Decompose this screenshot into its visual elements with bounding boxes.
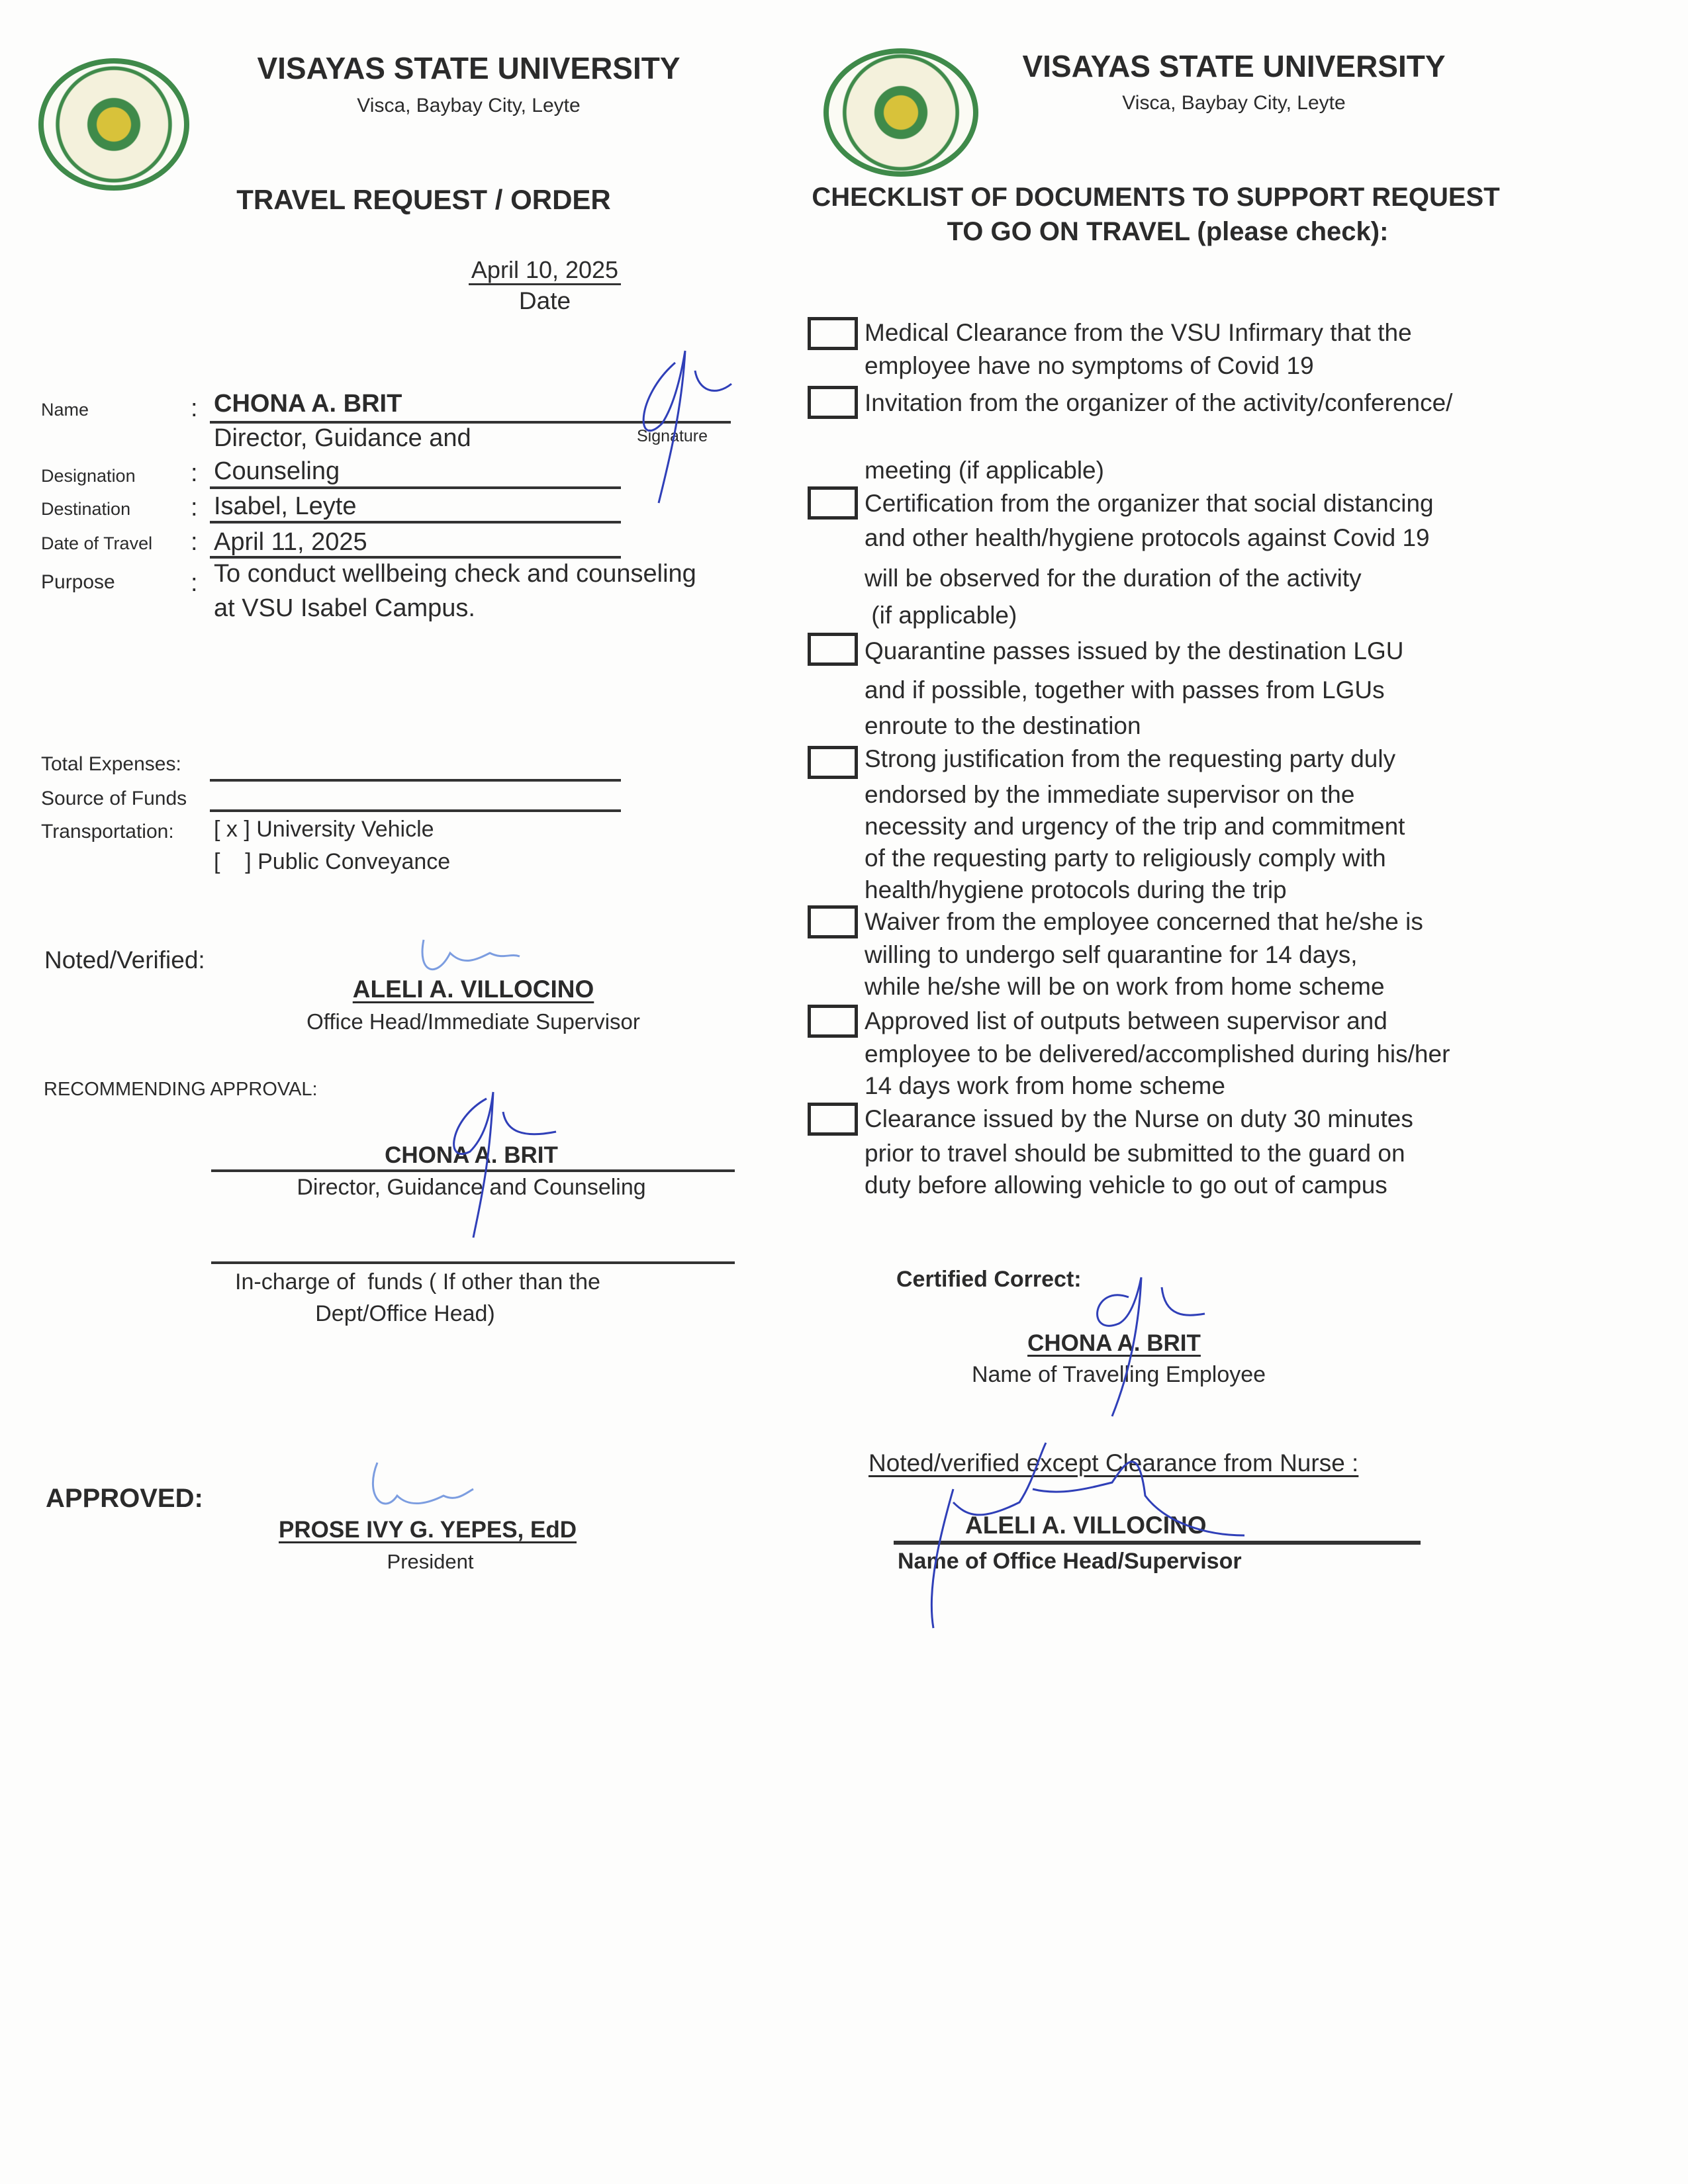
checklist-item-text: and other health/hygiene protocols against Covid 19 (865, 524, 1430, 551)
checklist-item-text: endorsed by the immediate supervisor on the (865, 781, 1355, 808)
designation-value-line2: Counseling (214, 457, 340, 485)
designation-label: Designation (41, 466, 136, 486)
date-of-travel-value: April 11, 2025 (214, 528, 367, 556)
checklist-checkbox[interactable] (808, 1103, 858, 1136)
name-value: CHONA A. BRIT (214, 390, 402, 418)
certified-correct-label: Certified Correct: (896, 1267, 1082, 1292)
noted-except-label: Noted/verified except Clearance from Nurse : (868, 1449, 1359, 1477)
name-line (210, 421, 731, 424)
date-label: Date (518, 287, 571, 314)
checklist-item-text: of the requesting party to religiously comply with (865, 844, 1386, 872)
checklist-item-text: Quarantine passes issued by the destination LGU (865, 637, 1404, 664)
checklist-title-line1: CHECKLIST OF DOCUMENTS TO SUPPORT REQUEST (812, 183, 1500, 212)
checklist-item-text: employee have no symptoms of Covid 19 (865, 352, 1314, 379)
certified-title: Name of Travelling Employee (971, 1362, 1266, 1387)
designation-value-line1: Director, Guidance and (214, 424, 471, 452)
checklist-item-text: while he/she will be on work from home scheme (865, 973, 1385, 1000)
checklist-item-text: employee to be delivered/accomplished during his/her (865, 1040, 1450, 1068)
certified-name: CHONA A. BRIT (1027, 1330, 1201, 1356)
university-name: VISAYAS STATE UNIVERSITY (257, 51, 680, 85)
destination-value: Isabel, Leyte (214, 492, 357, 520)
total-expenses-line (210, 779, 621, 782)
checklist-checkbox[interactable] (808, 746, 858, 779)
checklist-checkbox[interactable] (808, 386, 858, 419)
recommending-title: Director, Guidance and Counseling (297, 1175, 646, 1200)
purpose-value-line2: at VSU Isabel Campus. (214, 594, 475, 622)
colon: : (191, 528, 198, 556)
checklist-item-text: meeting (if applicable) (865, 457, 1104, 484)
checklist-item-text: enroute to the destination (865, 712, 1141, 739)
purpose-label: Purpose (41, 571, 115, 593)
source-of-funds-label: Source of Funds (41, 788, 187, 809)
supervisor-line (894, 1541, 1421, 1545)
name-label: Name (41, 400, 89, 420)
approved-name: PROSE IVY G. YEPES, EdD (279, 1517, 577, 1543)
colon: : (191, 569, 198, 597)
checklist-item-text: willing to undergo self quarantine for 14 days, (865, 941, 1358, 968)
checklist-item-text: health/hygiene protocols during the trip (865, 876, 1287, 903)
approved-label: APPROVED: (46, 1484, 203, 1513)
signature-yepes (373, 1463, 473, 1504)
noted-supervisor-title: Name of Office Head/Supervisor (898, 1549, 1242, 1574)
university-name: VISAYAS STATE UNIVERSITY (1022, 49, 1446, 83)
signature-villocino-noted (422, 940, 520, 970)
colon: : (191, 494, 198, 522)
signature-label: Signature (637, 427, 708, 445)
transport-option-public-conveyance[interactable]: [ ] Public Conveyance (214, 849, 451, 874)
checklist-item-text: (if applicable) (865, 602, 1017, 629)
colon: : (191, 394, 198, 422)
designation-line (210, 486, 621, 489)
purpose-value-line1: To conduct wellbeing check and counseling (214, 560, 696, 588)
incharge-label-line2: Dept/Office Head) (315, 1301, 495, 1326)
university-address: Visca, Baybay City, Leyte (357, 95, 581, 116)
checklist-checkbox[interactable] (808, 486, 858, 520)
approved-title: President (387, 1550, 474, 1573)
checklist-item-text: duty before allowing vehicle to go out of campus (865, 1171, 1387, 1199)
colon: : (191, 459, 198, 487)
transportation-label: Transportation: (41, 821, 174, 842)
noted-title: Office Head/Immediate Supervisor (306, 1009, 640, 1034)
noted-supervisor-name: ALELI A. VILLOCINO (965, 1512, 1207, 1539)
checklist-item-text: and if possible, together with passes from LGUs (865, 676, 1385, 704)
date-underline (469, 283, 621, 285)
recommending-approval-label: RECOMMENDING APPROVAL: (44, 1079, 318, 1100)
checklist-checkbox[interactable] (808, 317, 858, 350)
checklist-item-text: Clearance issued by the Nurse on duty 30 minutes (865, 1105, 1413, 1132)
checklist-checkbox[interactable] (808, 1005, 858, 1038)
checklist-item-text: Certification from the organizer that social distancing (865, 490, 1434, 517)
checklist-item-text: Strong justification from the requesting party duly (865, 745, 1396, 772)
date-of-travel-label: Date of Travel (41, 533, 153, 553)
request-date: April 10, 2025 (471, 256, 619, 283)
transport-option-university-vehicle[interactable]: [ x ] University Vehicle (214, 817, 434, 842)
checklist-item-text: Waiver from the employee concerned that he/she is (865, 908, 1423, 935)
vsu-seal-logo-left (38, 58, 189, 191)
university-address: Visca, Baybay City, Leyte (1122, 92, 1346, 114)
noted-verified-label: Noted/Verified: (44, 946, 205, 974)
checklist-checkbox[interactable] (808, 633, 858, 666)
date-of-travel-line (210, 556, 621, 559)
incharge-label-line1: In-charge of funds ( If other than the (235, 1269, 600, 1295)
recommending-name: CHONA A. BRIT (385, 1142, 558, 1168)
form-title: TRAVEL REQUEST / ORDER (236, 184, 611, 215)
checklist-item-text: will be observed for the duration of the activity (865, 565, 1362, 592)
total-expenses-label: Total Expenses: (41, 753, 181, 775)
destination-line (210, 521, 621, 523)
incharge-line (211, 1261, 735, 1264)
recommending-line (211, 1169, 735, 1172)
checklist-item-text: Invitation from the organizer of the activity/conference/ (865, 389, 1453, 416)
vsu-seal-logo-right (823, 48, 978, 177)
checklist-title-line2: TO GO ON TRAVEL (please check): (947, 217, 1389, 246)
checklist-item-text: 14 days work from home scheme (865, 1072, 1225, 1099)
checklist-checkbox[interactable] (808, 905, 858, 938)
destination-label: Destination (41, 499, 131, 519)
checklist-item-text: Approved list of outputs between supervisor and (865, 1007, 1387, 1034)
source-of-funds-line (210, 809, 621, 812)
checklist-item-text: necessity and urgency of the trip and commitment (865, 813, 1405, 840)
checklist-item-text: Medical Clearance from the VSU Infirmary that the (865, 319, 1412, 346)
checklist-item-text: prior to travel should be submitted to the guard on (865, 1140, 1405, 1167)
noted-name: ALELI A. VILLOCINO (352, 976, 594, 1003)
